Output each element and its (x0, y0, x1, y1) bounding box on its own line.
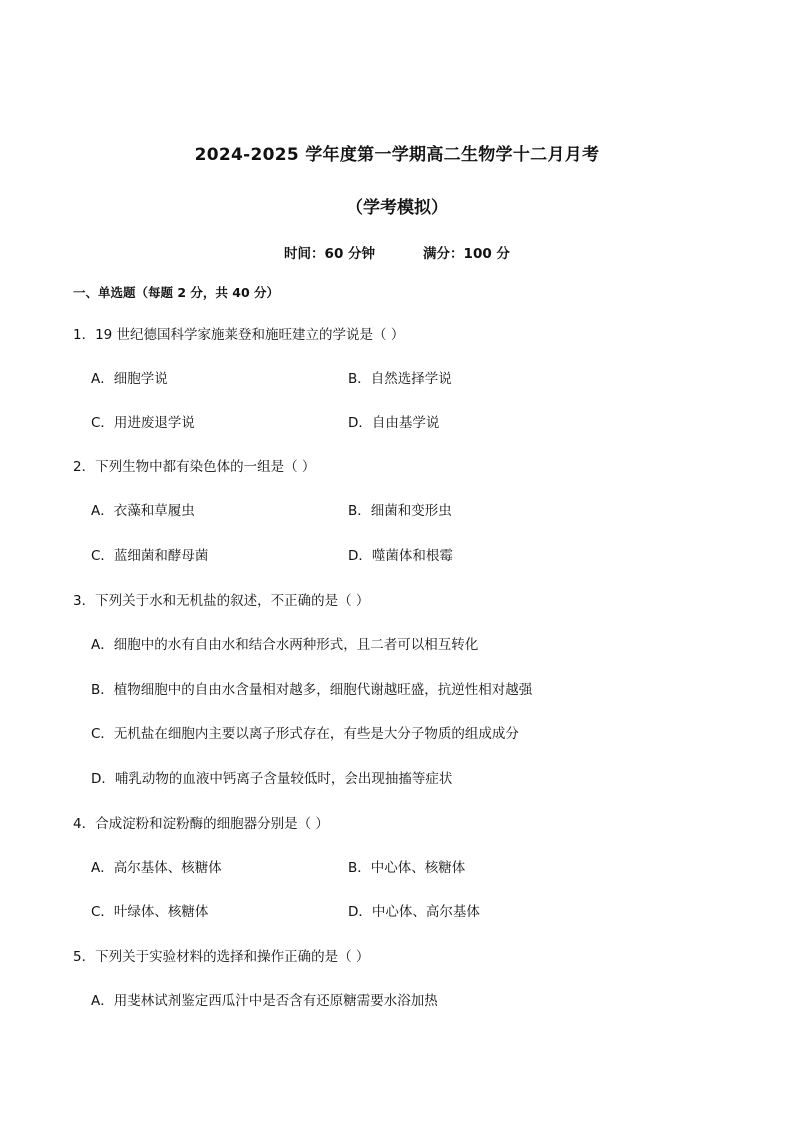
question-option: A．高尔基体、核糖体 (91, 860, 222, 876)
exam-meta (0, 243, 794, 265)
question-option: C．叶绿体、核糖体 (91, 904, 209, 920)
question-stem: 4．合成淀粉和淀粉酶的细胞器分别是（ ） (73, 816, 329, 832)
question-stem: 2．下列生物中都有染色体的一组是（ ） (73, 459, 316, 475)
exam-subtitle: （学考模拟） (346, 198, 448, 218)
question-option: C．用进废退学说 (91, 415, 195, 431)
exam-time: 时间：60 分钟 (284, 246, 376, 262)
question-option: B．细菌和变形虫 (348, 503, 452, 519)
question-option: B．中心体、核糖体 (348, 860, 466, 876)
exam-title: 2024-2025 学年度第一学期高二生物学十二月月考 (194, 145, 600, 165)
question-option: A．衣藻和草履虫 (91, 503, 195, 519)
question-option: A．细胞中的水有自由水和结合水两种形式，且二者可以相互转化 (91, 637, 479, 653)
question-option: D．自由基学说 (348, 415, 440, 431)
question-stem: 3．下列关于水和无机盐的叙述，不正确的是（ ） (73, 593, 370, 609)
question-stem: 5．下列关于实验材料的选择和操作正确的是（ ） (73, 949, 370, 965)
question-option: D．噬菌体和根霉 (348, 548, 453, 564)
question-option: D．哺乳动物的血液中钙离子含量较低时，会出现抽搐等症状 (91, 771, 453, 787)
question-option: A．细胞学说 (91, 371, 168, 387)
section-heading: 一、单选题（每题 2 分，共 40 分） (73, 285, 280, 300)
question-option: C．蓝细菌和酵母菌 (91, 548, 209, 564)
question-option: B．植物细胞中的自由水含量相对越多，细胞代谢越旺盛，抗逆性相对越强 (91, 682, 533, 698)
question-stem: 1．19 世纪德国科学家施莱登和施旺建立的学说是（ ） (73, 327, 405, 343)
question-option: C．无机盐在细胞内主要以离子形式存在，有些是大分子物质的组成成分 (91, 726, 519, 742)
question-option: A．用斐林试剂鉴定西瓜汁中是否含有还原糖需要水浴加热 (91, 993, 438, 1009)
exam-score: 满分：100 分 (423, 246, 510, 262)
question-option: B．自然选择学说 (348, 371, 452, 387)
question-option: D．中心体、高尔基体 (348, 904, 480, 920)
